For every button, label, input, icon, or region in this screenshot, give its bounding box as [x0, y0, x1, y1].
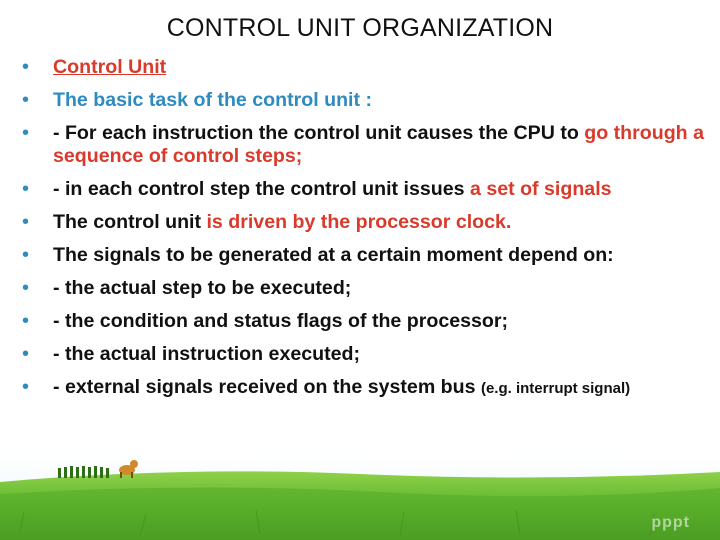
bullet-list [22, 56, 714, 409]
bullet-text: The control unit [53, 211, 207, 234]
slide-title: CONTROL UNIT ORGANIZATION [166, 14, 554, 42]
bullet-condition-flags [22, 310, 714, 334]
brand-watermark: pppt [651, 514, 690, 531]
bullet-control-step [22, 178, 714, 202]
bullet-text: - the actual instruction executed; [53, 342, 361, 365]
grass-field-image [0, 452, 720, 540]
bullet-driven-by-clock [22, 211, 714, 235]
bullet-highlight: is driven by the processor clock. [206, 211, 512, 234]
bullet-external-signals [22, 376, 714, 401]
bullet-text: The signals to be generated at a certain moment depend on: [53, 243, 614, 266]
bullet-basic-task [22, 89, 714, 113]
bullet-signals-depend [22, 244, 714, 268]
grass-footer [0, 452, 720, 540]
bullet-control-unit [22, 56, 714, 80]
bullet-text: The basic task of the control unit : [53, 88, 372, 111]
bullet-actual-step [22, 277, 714, 301]
control-unit-link[interactable]: Control Unit [53, 56, 167, 78]
bullet-actual-instruction [22, 343, 714, 367]
bullet-highlight: a set of signals [469, 178, 612, 201]
bullet-note: (e.g. interrupt signal) [480, 379, 631, 397]
bullet-text: - the actual step to be executed; [53, 276, 352, 299]
bullet-each-instruction [22, 122, 714, 169]
bullet-highlight: go through a sequence of control steps; [53, 121, 704, 168]
bullet-text: - external signals received on the system bus [53, 375, 481, 398]
bullet-text: - the condition and status flags of the processor; [53, 309, 509, 332]
bullet-text: - For each instruction the control unit causes the CPU to [53, 121, 585, 144]
bullet-text: - in each control step the control unit issues [53, 178, 470, 201]
